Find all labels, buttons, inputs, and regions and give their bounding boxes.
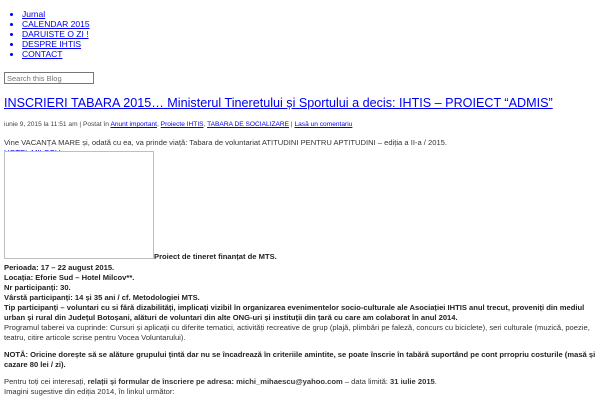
image-caption: Proiect de tineret finanțat de MTS. — [154, 252, 277, 261]
nav-link-despre[interactable]: DESPRE IHTIS — [22, 39, 82, 49]
search-input[interactable] — [4, 72, 94, 84]
nav-item-despre — [22, 39, 90, 49]
participants-count-line: Nr participanți: 30. — [4, 283, 71, 292]
nav-item-contact — [22, 49, 90, 59]
nav-link-contact[interactable]: CONTACT — [22, 49, 63, 59]
post-intro: Vine VACANȚA MARE și, odată cu ea, va prinde viață: Tabara de voluntariat ATITUDINI PENTRU APTITUDINI – ediția a II-a / 2015. — [4, 138, 448, 147]
main-navigation — [4, 9, 90, 59]
post-date: iunie 9, 2015 la 11:51 am — [4, 121, 78, 128]
nav-item-daruieste — [22, 29, 90, 39]
contact-mid: – data limită: — [342, 377, 391, 386]
nav-link-daruieste[interactable]: DARUISTE O ZI ! — [22, 29, 89, 39]
category-link-anunt[interactable]: Anunt important — [110, 121, 157, 128]
comment-link[interactable]: Lasă un comentariu — [294, 121, 353, 128]
post-meta-separator: | Postat în — [77, 121, 111, 128]
participant-type-paragraph: Tip participanți – voluntari cu si fără dizabilități, implicați vizibil în organizarea evenimentelor socio-culturale ale Asociației IHTIS anul trecut, proveniți din mediul urban și rural din Județul Botoșani, alături de voluntari din alte ONG-uri și instituții din țară cu care am colaborat în anul 2014. — [4, 303, 585, 322]
note-paragraph: NOTĂ: Oricine dorește să se alăture grupului țintă dar nu se încadrează în criteriile amintite, se poate înscrie în tabără suportând pe cont prropriu costurile (masă și cazare 80 lei / zi). — [4, 350, 596, 369]
category-link-proiecte[interactable]: Proiecte IHTIS — [160, 121, 204, 128]
nav-link-jurnal[interactable]: Jurnal — [22, 9, 46, 19]
perioada-line: Perioada: 17 – 22 august 2015. — [4, 263, 115, 272]
nav-item-jurnal — [22, 9, 90, 19]
post-title — [4, 95, 553, 111]
contact-details: relații și formular de înscriere pe adresa: michi_mihaescu@yahoo.com — [87, 377, 343, 386]
program-paragraph: Programul taberei va cuprinde: Cursuri și aplicații cu diferite tematici, activități recreative de grup (plajă, plimbări pe faleză, concurs cu biciclete), seri culturale (muzică, poezie, teatru, citire articole scrise pentru Vocea Voluntarului). — [4, 323, 590, 342]
images-line: Imagini sugestive din ediția 2014, în linkul următor: — [4, 387, 175, 396]
contact-end: . — [434, 377, 437, 386]
post-details — [4, 263, 596, 397]
post-title-link[interactable]: INSCRIERI TABARA 2015… Ministerul Tineretului și Sportului a decis: IHTIS – PROIECT “ADMIS” — [4, 96, 553, 110]
hotel-image[interactable] — [4, 151, 154, 259]
category-link-tabara[interactable]: TABARA DE SOCIALIZARE — [207, 121, 290, 128]
nav-item-calendar — [22, 19, 90, 29]
deadline-date: 31 iulie 2015 — [390, 377, 435, 386]
locatia-line: Locația: Eforie Sud – Hotel Milcov**. — [4, 273, 135, 282]
post-meta: iunie 9, 2015 la 11:51 am | Postat în Anunt important, Proiecte IHTIS, TABARA DE SOCIALIZARE | Lasă un comentariu — [4, 121, 353, 128]
nav-link-calendar[interactable]: CALENDAR 2015 — [22, 19, 90, 29]
contact-prefix: Pentru toți cei interesați, — [4, 377, 88, 386]
contact-paragraph — [4, 377, 596, 387]
age-line: Vârstă participanți: 14 și 35 ani / cf. Metodologiei MTS. — [4, 293, 200, 302]
